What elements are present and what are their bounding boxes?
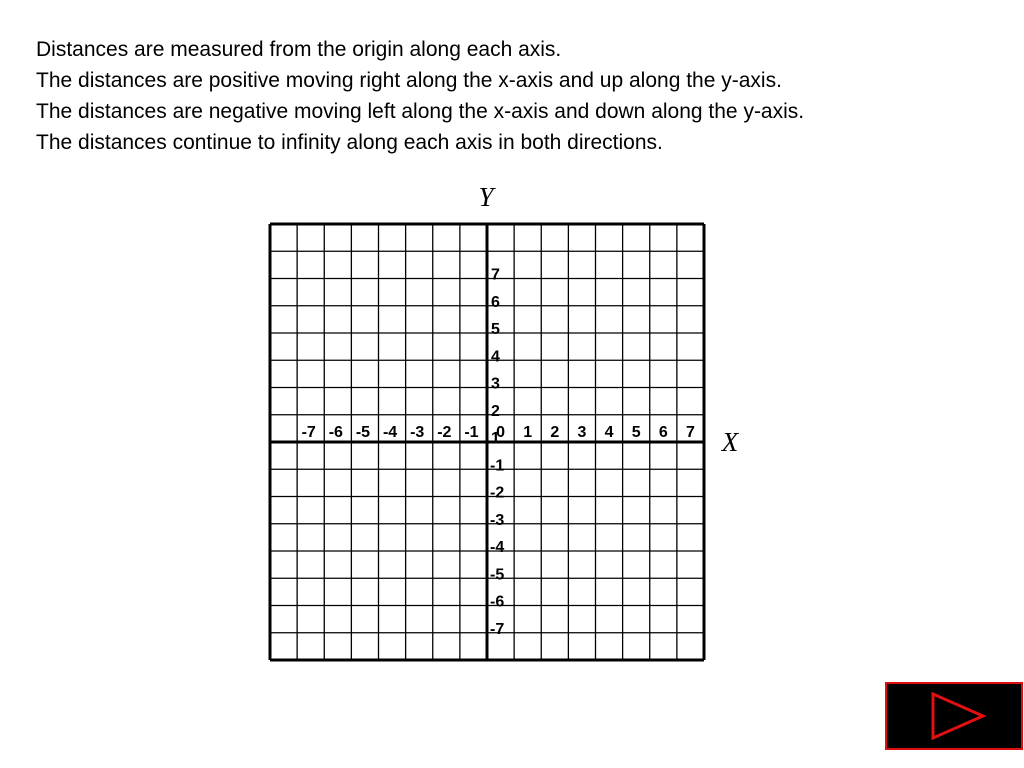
y-tick-label: 1 bbox=[491, 430, 500, 447]
x-tick-label: 0 bbox=[496, 424, 506, 441]
y-tick-label: 6 bbox=[491, 293, 500, 311]
y-tick-label: 7 bbox=[491, 266, 500, 284]
play-triangle-icon bbox=[887, 684, 1021, 748]
x-tick-label: 3 bbox=[577, 424, 587, 441]
y-tick-label: -2 bbox=[490, 484, 505, 502]
explanation-line-1: Distances are measured from the origin along each axis. bbox=[36, 38, 562, 61]
x-tick-label: 4 bbox=[604, 424, 614, 441]
x-tick-label: -3 bbox=[410, 424, 425, 441]
y-tick-label: 3 bbox=[491, 375, 500, 393]
y-tick-label: -1 bbox=[490, 457, 505, 475]
axis-tick-labels bbox=[302, 267, 695, 638]
y-tick-label: -6 bbox=[490, 593, 505, 611]
y-tick-label: 5 bbox=[491, 321, 500, 338]
y-tick-label: -7 bbox=[490, 620, 505, 638]
y-tick-label: -3 bbox=[490, 511, 505, 529]
x-tick-label: -1 bbox=[464, 424, 479, 441]
x-axis-label: X bbox=[721, 427, 739, 457]
x-tick-label: -6 bbox=[328, 424, 343, 441]
x-tick-label: -2 bbox=[437, 424, 452, 441]
next-slide-button[interactable] bbox=[885, 682, 1023, 750]
explanation-line-2: The distances are positive moving right along the x-axis and up along the y-axis. bbox=[36, 69, 782, 92]
x-tick-label: -4 bbox=[382, 424, 398, 441]
x-tick-label: 2 bbox=[550, 424, 560, 441]
explanation-line-3: The distances are negative moving left along the x-axis and down along the y-axis. bbox=[36, 100, 805, 123]
x-tick-label: -7 bbox=[301, 424, 316, 441]
y-tick-label: 4 bbox=[491, 348, 500, 366]
grid-lines bbox=[270, 224, 704, 660]
x-tick-label: -5 bbox=[355, 424, 371, 441]
y-tick-label: 2 bbox=[491, 402, 500, 420]
y-tick-label: -5 bbox=[490, 566, 505, 584]
explanation-line-4: The distances continue to infinity along each axis in both directions. bbox=[36, 131, 663, 154]
y-axis-label: Y bbox=[478, 182, 494, 212]
y-tick-label: -4 bbox=[490, 539, 505, 556]
x-tick-label: 6 bbox=[658, 424, 668, 441]
x-tick-label: 5 bbox=[631, 424, 641, 441]
x-tick-label: 1 bbox=[523, 424, 533, 441]
x-tick-label: 7 bbox=[685, 424, 695, 441]
